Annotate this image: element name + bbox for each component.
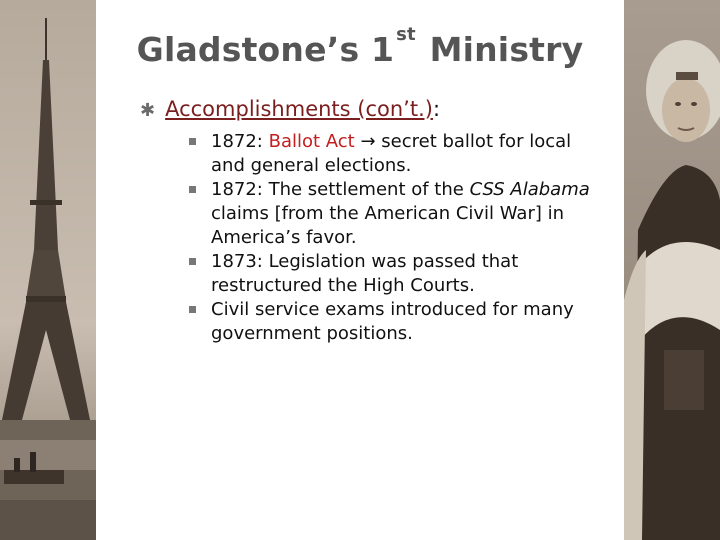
bullet-prefix: 1872: The settlement of the xyxy=(211,179,470,200)
square-bullet-icon xyxy=(189,306,196,313)
ballot-act-highlight: Ballot Act xyxy=(268,131,355,152)
heading-link[interactable]: Accomplishments (con’t.) xyxy=(165,97,433,121)
bullet-prefix: 1872: xyxy=(211,131,269,152)
list-item xyxy=(186,178,606,250)
square-bullet-icon xyxy=(189,138,196,145)
square-bullet-icon xyxy=(189,258,196,265)
section-heading xyxy=(140,96,440,124)
bullet-text: Civil service exams introduced for many government positions. xyxy=(211,299,574,344)
slide-title xyxy=(110,24,610,69)
list-item xyxy=(186,130,606,178)
title-superscript: st xyxy=(396,24,416,45)
bullet-rest: secret ballot for local and general elections. xyxy=(211,131,572,176)
css-alabama-italic: CSS Alabama xyxy=(469,179,590,200)
bullet-text: 1873: Legislation was passed that restructured the High Courts. xyxy=(211,251,519,296)
heading-colon: : xyxy=(432,97,441,121)
eiffel-tower-photo xyxy=(0,0,96,540)
square-bullet-icon xyxy=(189,186,196,193)
title-tail: Ministry xyxy=(429,30,584,69)
bullet-rest: claims [from the American Civil War] in America’s favor. xyxy=(211,203,565,248)
bullet-list xyxy=(186,130,606,346)
list-item xyxy=(186,298,606,346)
star-bullet-icon: ✱ xyxy=(140,100,156,121)
arrow-glyph: → xyxy=(354,131,382,152)
title-main: Gladstone’s 1 xyxy=(136,30,395,69)
list-item xyxy=(186,250,606,298)
queen-victoria-portrait xyxy=(624,0,720,540)
